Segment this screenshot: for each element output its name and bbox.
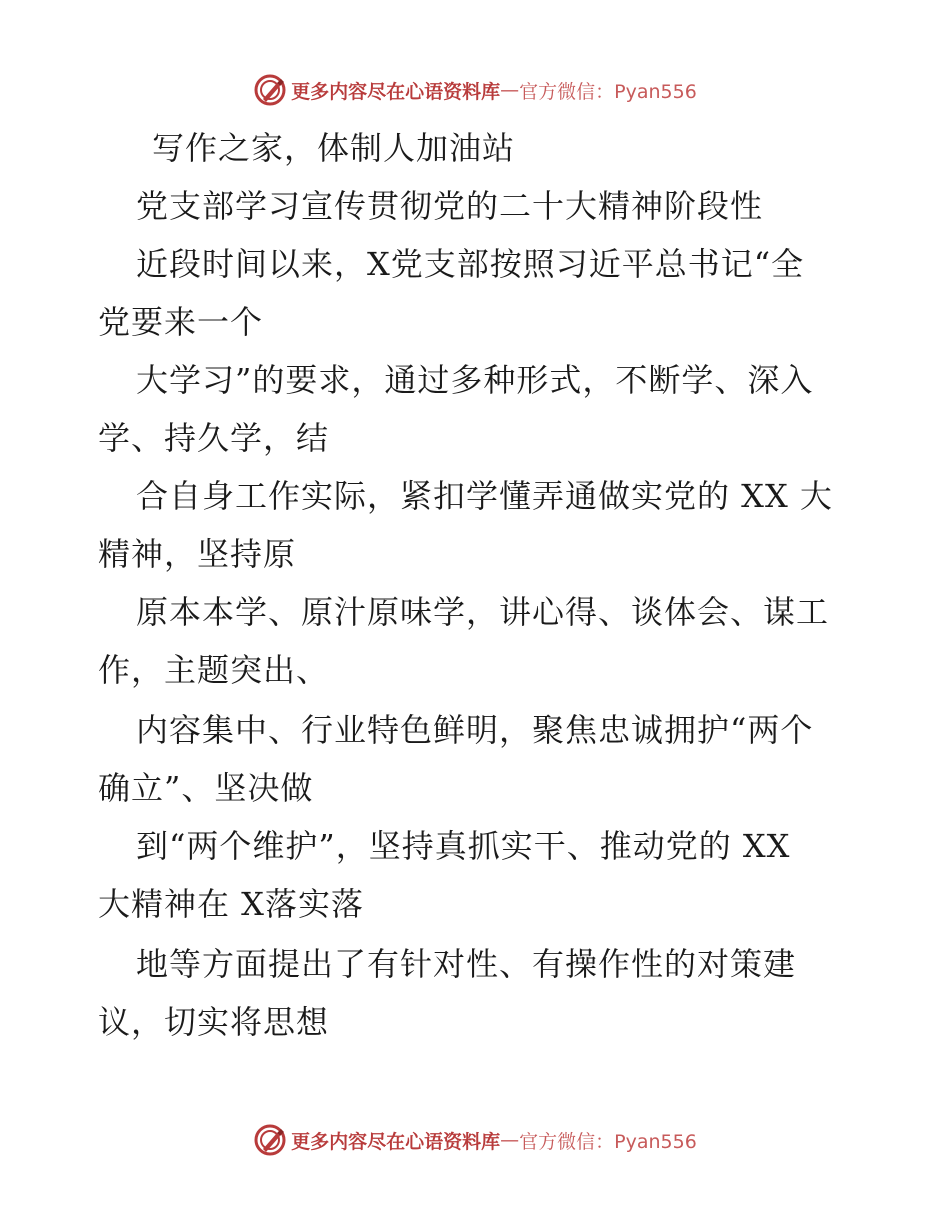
text-line: 议，切实将思想: [98, 1003, 330, 1041]
watermark-contact: 官方微信：Pyan556: [519, 80, 697, 103]
text-line: 近段时间以来，X党支部按照习近平总书记“全: [136, 245, 805, 283]
footer-watermark: [0, 1120, 950, 1160]
text-line: 合自身工作实际，紧扣学懂弄通做实党的 XX 大: [136, 477, 833, 515]
text-line: 党要来一个: [98, 303, 264, 341]
text-line: 到“两个维护”，坚持真抓实干、推动党的 XX: [136, 827, 791, 865]
text-line: 原本本学、原汁原味学，讲心得、谈体会、谋工: [136, 593, 830, 631]
pen-logo-icon: [253, 73, 287, 107]
text-line: 确立”、坚决做: [98, 769, 314, 807]
watermark-text: 更多内容尽在心语资料库: [291, 80, 501, 103]
pen-logo-icon: [253, 1123, 287, 1157]
watermark-contact: 官方微信：Pyan556: [519, 1130, 697, 1153]
text-line: 内容集中、行业特色鲜明，聚焦忠诚拥护“两个: [136, 711, 814, 749]
watermark-text: 更多内容尽在心语资料库: [291, 1130, 501, 1153]
document-title: 党支部学习宣传贯彻党的二十大精神阶段性: [136, 187, 764, 225]
text-line: 学、持久学，结: [98, 419, 330, 457]
watermark-separator: —: [500, 79, 520, 101]
header-watermark: [0, 70, 950, 110]
text-line: 精神，坚持原: [98, 535, 297, 573]
watermark-separator: —: [500, 1129, 520, 1151]
text-line: 写作之家，体制人加油站: [152, 129, 516, 167]
text-line: 地等方面提出了有针对性、有操作性的对策建: [136, 945, 797, 983]
text-line: 大精神在 X落实落: [98, 885, 364, 923]
text-line: 作，主题突出、: [98, 651, 330, 689]
text-line: 大学习”的要求，通过多种形式，不断学、深入: [136, 361, 814, 399]
